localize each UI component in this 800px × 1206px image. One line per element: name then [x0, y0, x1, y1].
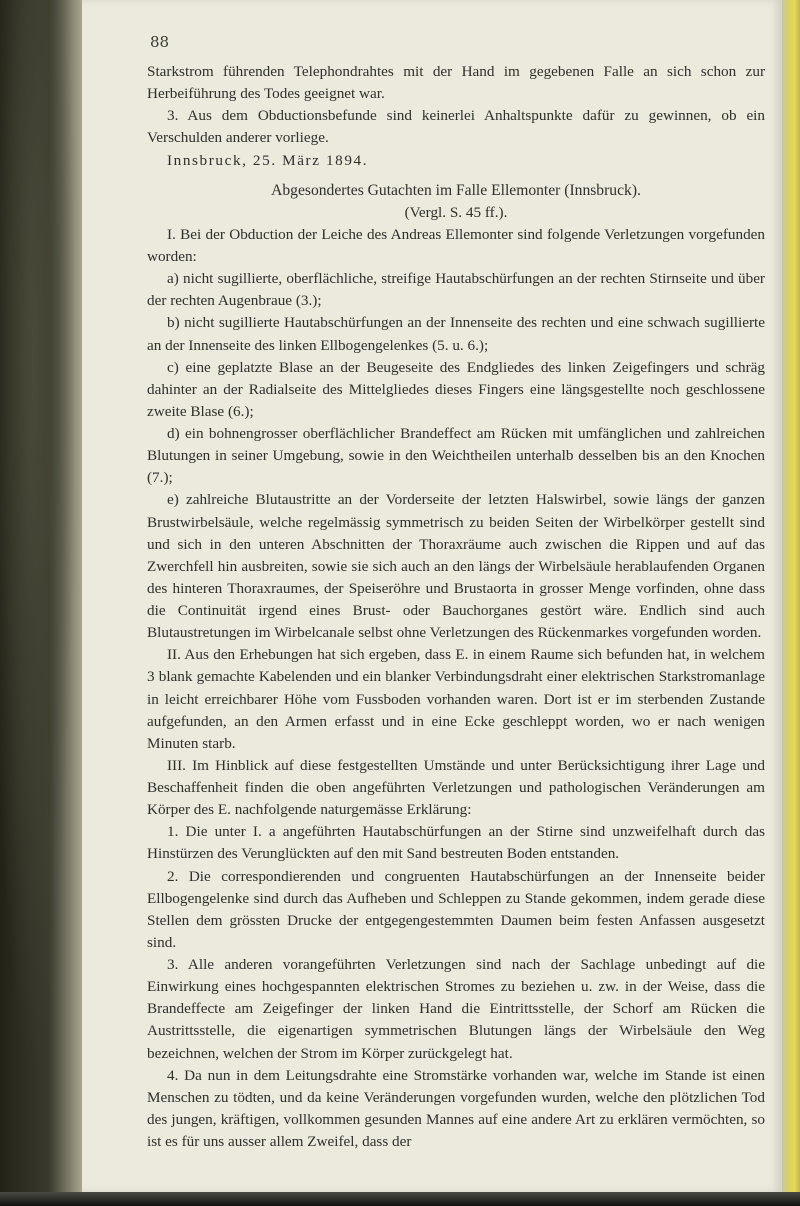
- paragraph-3: 3. Alle anderen vorangeführten Verletzungen sind nach der Sachlage unbedingt auf die Einwirkung eines hochgespannten elektrischen Stromes zu beziehen u. zw. in der Weise, dass die Brandeffecte am Zeigefinger der linken Hand die Eintrittsstelle, der Schorf am Rücken die Austrittsstelle, die eigenartigen symmetrischen Blutungen längs der Wirbelsäule den Weg bezeichnen, welchen der Strom im Körper zurückgelegt hat.: [147, 956, 765, 1062]
- paragraph-a: a) nicht sugillierte, oberflächliche, streifige Hautabschürfungen an der rechten Stirnseite und über der rechten Augenbraue (3.);: [147, 270, 765, 310]
- paragraph-b: b) nicht sugillierte Hautabschürfungen an der Innenseite des rechten und eine schwach sugillierte an der Innenseite des linken Ellbogengelenkes (5. u. 6.);: [147, 314, 765, 354]
- paragraph-II: II. Aus den Erhebungen hat sich ergeben, dass E. in einem Raume sich befunden hat, in welchem 3 blank gemachte Kabelenden und ein blanker Verbindungsdraht einer elektrischen Starkstromanlage in leicht erreichbarer Höhe vom Fussboden vorhanden waren. Dort ist er im sterbenden Zustande aufgefunden, an den Armen erfasst und in eine Ecke geschleppt worden, wo er nach wenigen Minuten starb.: [147, 646, 765, 752]
- paragraph-point-3: 3. Aus dem Obductionsbefunde sind keinerlei Anhaltspunkte dafür zu gewinnen, ob ein Verschulden anderer vorliege.: [147, 107, 765, 147]
- dateline: Innsbruck, 25. März 1894.: [167, 151, 369, 169]
- paragraph-d: d) ein bohnengrosser oberflächlicher Brandeffect am Rücken mit umfänglichen und zahlreichen Blutungen in seiner Umgebung, sowie in den Weichtheilen unterhalb desselben bis an den Knochen (7.);: [147, 425, 765, 487]
- paragraph-III: III. Im Hinblick auf diese festgestellten Umstände und unter Berücksichtigung ihrer Lage und Beschaffenheit finden die oben angeführten Verletzungen und pathologischen Veränderungen am Körper des E. nachfolgende naturgemässe Erklärung:: [147, 756, 765, 819]
- scan-bottom-edge: [0, 1192, 800, 1206]
- paragraph-I: I. Bei der Obduction der Leiche des Andreas Ellemonter sind folgende Verletzungen vorgefunden worden:: [147, 225, 765, 265]
- scan-right-edge: [782, 0, 800, 1206]
- paragraph-2: 2. Die correspondierenden und congruenten Hautabschürfungen an der Innenseite beider Ellbogengelenke sind durch das Aufheben und Schleppen zu Stande gekommen, indem gerade diese Stellen dem grössten Drucke der entgegengestemmten Daumen beim festen Anfassen ausgesetzt sind.: [147, 867, 765, 951]
- page-number: 88: [150, 33, 170, 51]
- section-reference: (Vergl. S. 45 ff.).: [404, 203, 508, 221]
- paragraph-e: e) zahlreiche Blutaustritte an der Vorderseite der letzten Halswirbel, sowie längs der ganzen Brustwirbelsäule, welche regelmässig symmetrisch zu beiden Seiten der Wirbelkörper gestellt sind und sich in den unteren Abschnitten der Thoraxräume auch zwischen die Rippen und auf das Zwerchfell hin ausbreiten, sowie sie sich auch an den längs der Wirbelsäule herablaufenden Organen des hinteren Thoraxraumes, der Speiseröhre und Brustaorta in grosser Menge vorfinden, ohne dass die Continuität irgend eines Brust- oder Bauchorganes gestört wäre. Endlich sind auch Blutaustretungen im Wirbelcanale selbst ohne Verletzungen des Rückenmarkes vorgefunden worden.: [147, 491, 765, 642]
- paragraph-1: 1. Die unter I. a angeführten Hautabschürfungen an der Stirne sind unzweifelhaft durch das Hinstürzen des Verunglückten auf den mit Sand bestreuten Boden entstanden.: [147, 823, 765, 863]
- paragraph-c: c) eine geplatzte Blase an der Beugeseite des Endgliedes des linken Zeigefingers und schräg dahinter an der Radialseite des Mittelgliedes dieses Fingers eine längsgestellte noch geschlossene zweite Blase (6.);: [147, 358, 765, 420]
- scan-left-margin: [0, 0, 82, 1206]
- paragraph-continuation: Starkstrom führenden Telephondrahtes mit der Hand im gegebenen Falle an sich schon zur Herbeiführung des Todes geeignet war.: [147, 63, 765, 103]
- page-body: [147, 61, 765, 1153]
- paragraph-4: 4. Da nun in dem Leitungsdrahte eine Stromstärke vorhanden war, welche im Stande ist einen Menschen zu tödten, und da keine Veränderungen vorgefunden wurden, welche den plötzlichen Tod des jungen, kräftigen, vollkommen gesunden Mannes auf eine andere Art zu erklären vermöchten, so ist es für uns ausser allem Zweifel, dass der: [147, 1066, 765, 1150]
- section-heading: Abgesondertes Gutachten im Falle Ellemonter (Innsbruck).: [271, 181, 641, 199]
